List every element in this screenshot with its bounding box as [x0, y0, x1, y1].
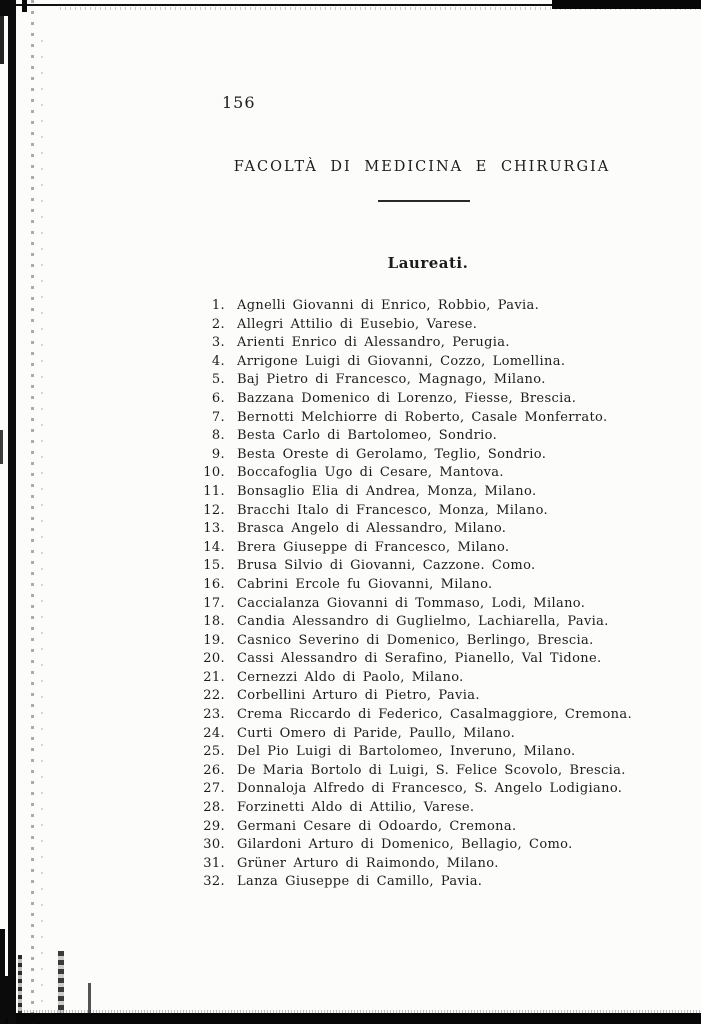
scan-binding-speckle	[31, 0, 34, 1024]
entry-text: De Maria Bortolo di Luigi, S. Felice Scovolo, Brescia.	[237, 762, 626, 778]
scan-smudge	[58, 951, 64, 1013]
list-item	[185, 371, 655, 390]
entry-text: Grüner Arturo di Raimondo, Milano.	[237, 855, 499, 871]
list-item	[185, 390, 655, 409]
entry-number: 29.	[203, 818, 225, 834]
laureati-list	[185, 297, 655, 892]
list-item	[185, 539, 655, 558]
entry-number: 27.	[203, 781, 225, 797]
entry-text: Germani Cesare di Odoardo, Cremona.	[237, 818, 517, 834]
list-item	[185, 595, 655, 614]
scan-smudge	[0, 0, 12, 16]
scan-smudge	[18, 955, 22, 1013]
scan-smudge	[88, 983, 91, 1013]
list-item	[185, 780, 655, 799]
title-divider	[378, 200, 470, 202]
entry-number: 17.	[203, 595, 225, 611]
list-item	[185, 669, 655, 688]
list-item	[185, 557, 655, 576]
entry-number: 18.	[203, 614, 225, 630]
entry-number: 23.	[203, 707, 225, 723]
list-item	[185, 706, 655, 725]
page-title: FACOLTÀ DI MEDICINA E CHIRURGIA	[233, 159, 611, 175]
entry-text: Curti Omero di Paride, Paullo, Milano.	[237, 725, 516, 741]
list-item	[185, 650, 655, 669]
entry-number: 3.	[211, 335, 225, 351]
section-heading: Laureati.	[387, 254, 469, 272]
entry-number: 11.	[203, 483, 225, 499]
list-item	[185, 427, 655, 446]
list-item	[185, 464, 655, 483]
entry-text: Agnelli Giovanni di Enrico, Robbio, Pavia.	[237, 298, 540, 313]
entry-text: Cassi Alessandro di Serafino, Pianello, Val Tidone.	[237, 651, 602, 667]
entry-number: 24.	[203, 725, 225, 741]
list-item	[185, 725, 655, 744]
list-item	[185, 576, 655, 595]
entry-text: Bonsaglio Elia di Andrea, Monza, Milano.	[237, 483, 537, 499]
scan-smudge	[0, 430, 3, 464]
page-number: 156	[222, 93, 256, 112]
entry-text: Allegri Attilio di Eusebio, Varese.	[237, 316, 478, 332]
list-item	[185, 446, 655, 465]
entry-text: Besta Oreste di Gerolamo, Teglio, Sondrio.	[237, 446, 547, 462]
list-item	[185, 297, 655, 316]
entry-number: 4.	[211, 353, 225, 369]
entry-text: Donnaloja Alfredo di Francesco, S. Angelo Lodigiano.	[237, 781, 623, 797]
entry-text: Brera Giuseppe di Francesco, Milano.	[237, 539, 510, 555]
entry-text: Cernezzi Aldo di Paolo, Milano.	[237, 669, 464, 685]
entry-number: 10.	[203, 465, 225, 481]
list-item	[185, 873, 655, 892]
entry-text: Bazzana Domenico di Lorenzo, Fiesse, Brescia.	[237, 390, 577, 406]
entry-number: 9.	[211, 446, 225, 462]
list-item	[185, 520, 655, 539]
entry-text: Cabrini Ercole fu Giovanni, Milano.	[237, 576, 493, 592]
entry-text: Brasca Angelo di Alessandro, Milano.	[237, 521, 507, 537]
scan-edge-bottom-grain	[0, 1010, 701, 1013]
list-item	[185, 632, 655, 651]
entry-text: Arrigone Luigi di Giovanni, Cozzo, Lomellina.	[237, 353, 566, 369]
list-item	[185, 483, 655, 502]
entry-number: 28.	[203, 800, 225, 816]
entry-number: 22.	[203, 688, 225, 704]
list-item	[185, 613, 655, 632]
scan-smudge	[22, 0, 27, 12]
scan-smudge	[0, 0, 4, 64]
entry-text: Caccialanza Giovanni di Tommaso, Lodi, Milano.	[237, 595, 586, 611]
entry-text: Brusa Silvio di Giovanni, Cazzone. Como.	[237, 558, 536, 574]
entry-number: 13.	[203, 521, 225, 537]
scan-edge-top-right-band	[552, 0, 701, 9]
list-item	[185, 836, 655, 855]
entry-text: Arienti Enrico di Alessandro, Perugia.	[237, 335, 510, 351]
scan-edge-bottom-band	[0, 1013, 701, 1024]
entry-number: 1.	[211, 298, 225, 313]
list-item	[185, 316, 655, 335]
entry-text: Corbellini Arturo di Pietro, Pavia.	[237, 688, 480, 704]
scan-binding-stripe	[8, 0, 16, 1024]
list-item	[185, 818, 655, 837]
scan-edge-top-grain	[60, 7, 701, 10]
entry-number: 2.	[211, 316, 225, 332]
entry-text: Besta Carlo di Bartolomeo, Sondrio.	[237, 428, 498, 444]
entry-text: Casnico Severino di Domenico, Berlingo, Brescia.	[237, 632, 594, 648]
entry-text: Lanza Giuseppe di Camillo, Pavia.	[237, 874, 483, 890]
list-item	[185, 687, 655, 706]
list-item	[185, 409, 655, 428]
entry-number: 30.	[203, 837, 225, 853]
scan-smudge	[0, 976, 15, 1018]
entry-number: 25.	[203, 744, 225, 760]
list-item	[185, 334, 655, 353]
entry-number: 16.	[203, 576, 225, 592]
entry-number: 20.	[203, 651, 225, 667]
entry-text: Baj Pietro di Francesco, Magnago, Milano.	[237, 372, 546, 388]
entry-number: 7.	[211, 409, 225, 425]
entry-text: Bracchi Italo di Francesco, Monza, Milano.	[237, 502, 549, 518]
entry-number: 32.	[203, 874, 225, 890]
list-item	[185, 743, 655, 762]
entry-number: 21.	[203, 669, 225, 685]
list-item	[185, 762, 655, 781]
entry-number: 8.	[211, 428, 225, 444]
scan-binding-speckle	[41, 40, 43, 1004]
list-item	[185, 353, 655, 372]
scan-edge-top-line	[14, 4, 701, 6]
entry-text: Del Pio Luigi di Bartolomeo, Inveruno, Milano.	[237, 744, 576, 760]
entry-number: 5.	[211, 372, 225, 388]
entry-number: 31.	[203, 855, 225, 871]
entry-number: 19.	[203, 632, 225, 648]
entry-number: 26.	[203, 762, 225, 778]
entry-text: Bernotti Melchiorre di Roberto, Casale Monferrato.	[237, 409, 608, 425]
scan-smudge	[0, 929, 5, 1024]
entry-text: Gilardoni Arturo di Domenico, Bellagio, Como.	[237, 837, 573, 853]
entry-number: 12.	[203, 502, 225, 518]
entry-text: Candia Alessandro di Guglielmo, Lachiarella, Pavia.	[237, 614, 609, 630]
entry-number: 15.	[203, 558, 225, 574]
list-item	[185, 502, 655, 521]
entry-text: Forzinetti Aldo di Attilio, Varese.	[237, 800, 475, 816]
list-item	[185, 799, 655, 818]
entry-number: 6.	[211, 390, 225, 406]
entry-number: 14.	[203, 539, 225, 555]
entry-text: Crema Riccardo di Federico, Casalmaggiore, Cremona.	[237, 707, 632, 723]
entry-text: Boccafoglia Ugo di Cesare, Mantova.	[237, 465, 504, 481]
list-item	[185, 855, 655, 874]
